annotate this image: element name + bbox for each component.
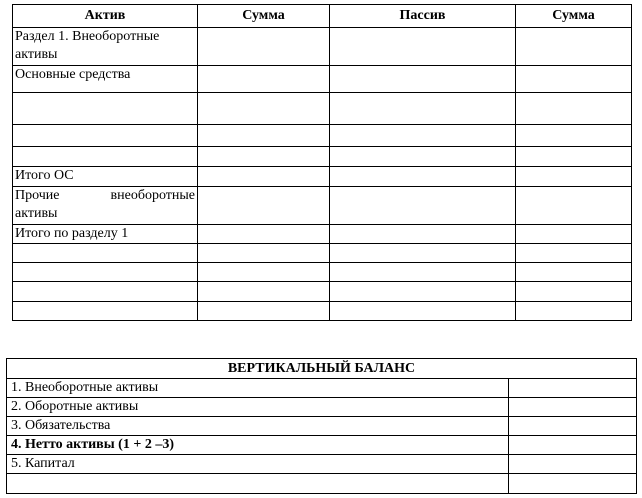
vertical-row-label: 1. Внеоборотные активы	[7, 379, 509, 398]
vertical-row-label	[7, 474, 509, 494]
row-label-line2: активы	[15, 206, 58, 221]
table-row	[13, 225, 632, 244]
liability-sum-cell	[516, 66, 632, 93]
row-label	[13, 187, 198, 225]
liability-sum-cell	[516, 28, 632, 66]
row-label	[13, 302, 198, 321]
liability-sum-cell	[516, 167, 632, 187]
asset-sum-cell	[198, 147, 330, 167]
liability-cell	[330, 93, 516, 125]
row-label	[13, 125, 198, 147]
asset-sum-cell	[198, 225, 330, 244]
table-row	[7, 455, 637, 474]
liability-sum-cell	[516, 244, 632, 263]
header-assets: Актив	[13, 5, 198, 28]
asset-sum-cell	[198, 302, 330, 321]
row-label	[13, 263, 198, 282]
asset-sum-cell	[198, 125, 330, 147]
liability-sum-cell	[516, 187, 632, 225]
asset-sum-cell	[198, 187, 330, 225]
table-row	[13, 263, 632, 282]
liability-cell	[330, 225, 516, 244]
vertical-row-value	[509, 417, 637, 436]
liability-cell	[330, 187, 516, 225]
liability-cell	[330, 167, 516, 187]
balance-sheet-table	[12, 4, 632, 321]
table-row	[13, 187, 632, 225]
table-row	[7, 417, 637, 436]
asset-sum-cell	[198, 93, 330, 125]
liability-sum-cell	[516, 93, 632, 125]
liability-cell	[330, 125, 516, 147]
row-label-line1: Раздел 1. Внеоборотные	[15, 29, 160, 44]
vertical-balance-table	[6, 358, 637, 494]
liability-cell	[330, 66, 516, 93]
liability-cell	[330, 282, 516, 302]
liability-cell	[330, 302, 516, 321]
liability-sum-cell	[516, 282, 632, 302]
liability-cell	[330, 28, 516, 66]
asset-sum-cell	[198, 263, 330, 282]
row-label: Итого по разделу 1	[13, 225, 198, 244]
header-liabilities: Пассив	[330, 5, 516, 28]
vertical-row-label: 3. Обязательства	[7, 417, 509, 436]
liability-sum-cell	[516, 125, 632, 147]
vertical-row-label: 5. Капитал	[7, 455, 509, 474]
table-row	[13, 147, 632, 167]
liability-sum-cell	[516, 263, 632, 282]
balance-header-row	[13, 5, 632, 28]
table-row	[7, 436, 637, 455]
vertical-row-value	[509, 474, 637, 494]
liability-cell	[330, 263, 516, 282]
liability-cell	[330, 244, 516, 263]
vertical-row-value	[509, 455, 637, 474]
table-row	[7, 379, 637, 398]
table-row	[13, 167, 632, 187]
vertical-row-value	[509, 398, 637, 417]
table-row	[13, 66, 632, 93]
row-label-line1: Прочие внеоборотные	[15, 188, 195, 203]
table-row	[13, 282, 632, 302]
liability-cell	[330, 147, 516, 167]
row-label	[13, 244, 198, 263]
table-row	[13, 302, 632, 321]
table-row	[13, 93, 632, 125]
liability-sum-cell	[516, 147, 632, 167]
row-label	[13, 147, 198, 167]
row-label: Основные средства	[13, 66, 198, 93]
table-row	[7, 398, 637, 417]
vertical-title-row	[7, 359, 637, 379]
asset-sum-cell	[198, 66, 330, 93]
row-label	[13, 28, 198, 66]
row-label-line2: активы	[15, 47, 58, 62]
header-liabilities-sum: Сумма	[516, 5, 632, 28]
table-row	[7, 474, 637, 494]
header-assets-sum: Сумма	[198, 5, 330, 28]
row-label	[13, 93, 198, 125]
liability-sum-cell	[516, 225, 632, 244]
row-label	[13, 282, 198, 302]
asset-sum-cell	[198, 28, 330, 66]
row-label: Итого ОС	[13, 167, 198, 187]
table-row	[13, 125, 632, 147]
table-row	[13, 28, 632, 66]
table-row	[13, 244, 632, 263]
asset-sum-cell	[198, 282, 330, 302]
liability-sum-cell	[516, 302, 632, 321]
vertical-row-value	[509, 379, 637, 398]
vertical-row-value	[509, 436, 637, 455]
vertical-row-label: 2. Оборотные активы	[7, 398, 509, 417]
asset-sum-cell	[198, 167, 330, 187]
asset-sum-cell	[198, 244, 330, 263]
vertical-row-label: 4. Нетто активы (1 + 2 –3)	[7, 436, 509, 455]
vertical-balance-title: ВЕРТИКАЛЬНЫЙ БАЛАНС	[7, 359, 637, 379]
